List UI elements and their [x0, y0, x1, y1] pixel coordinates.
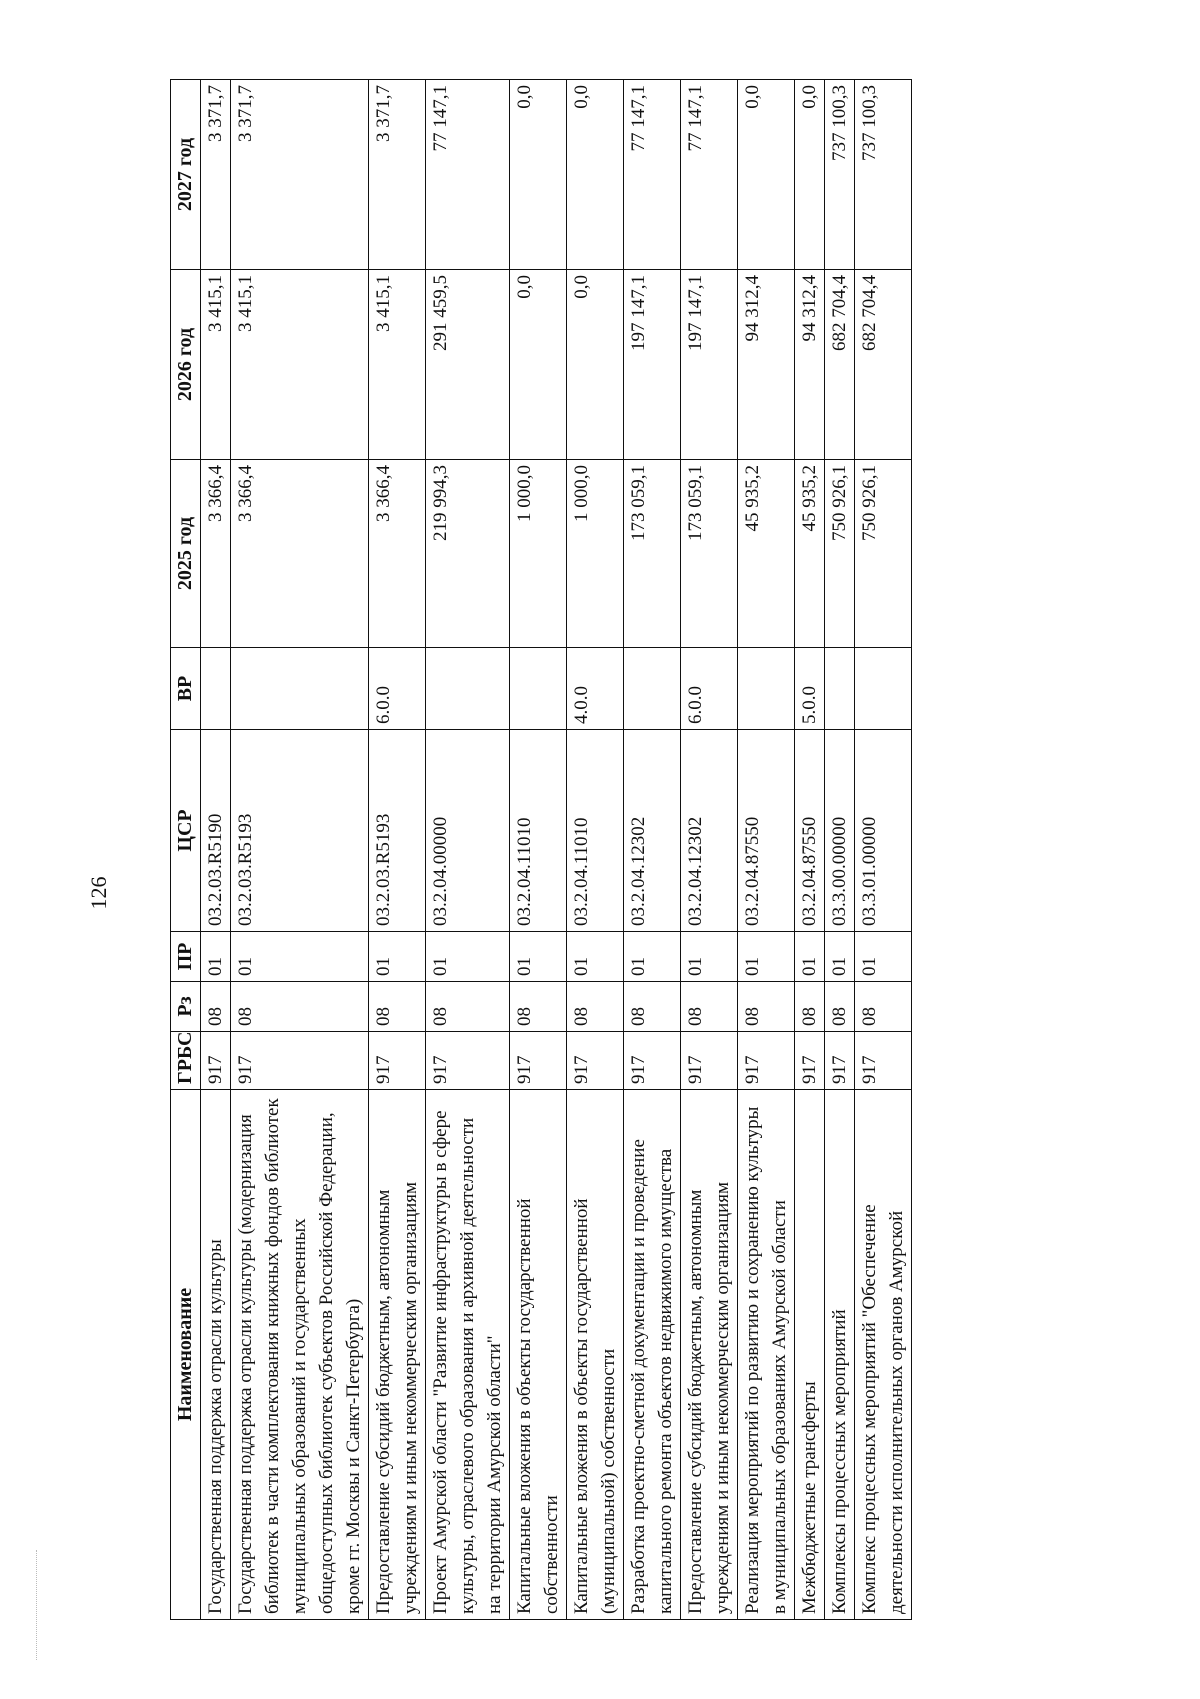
row-grbs: 917	[681, 1032, 738, 1090]
row-vr	[855, 648, 912, 730]
row-csr: 03.2.04.11010	[510, 730, 567, 932]
table-row	[738, 80, 795, 1620]
row-name: Разработка проектно-сметной документации и проведение капитального ремонта объектов недвижимого имущества	[624, 1090, 681, 1620]
row-2026: 0,0	[510, 270, 567, 460]
page-number: 126	[86, 876, 111, 910]
row-pr: 01	[201, 932, 231, 982]
table-row	[426, 80, 510, 1620]
row-csr: 03.2.04.11010	[567, 730, 624, 932]
row-2026: 197 147,1	[681, 270, 738, 460]
row-csr: 03.2.03.R5190	[201, 730, 231, 932]
scan-margin-marks	[36, 1550, 45, 1660]
row-2027: 737 100,3	[855, 80, 912, 270]
row-grbs: 917	[738, 1032, 795, 1090]
row-rz: 08	[426, 982, 510, 1032]
table-row	[201, 80, 231, 1620]
row-2026: 197 147,1	[624, 270, 681, 460]
row-grbs: 917	[825, 1032, 855, 1090]
row-grbs: 917	[624, 1032, 681, 1090]
header-2026: 2026 год	[171, 270, 201, 460]
row-grbs: 917	[201, 1032, 231, 1090]
row-2025: 750 926,1	[825, 460, 855, 648]
row-rz: 08	[825, 982, 855, 1032]
row-vr: 6.0.0	[369, 648, 426, 730]
row-2025: 45 935,2	[795, 460, 825, 648]
row-rz: 08	[855, 982, 912, 1032]
row-pr: 01	[825, 932, 855, 982]
table-row	[681, 80, 738, 1620]
row-2025: 750 926,1	[855, 460, 912, 648]
row-2025: 45 935,2	[738, 460, 795, 648]
row-pr: 01	[369, 932, 426, 982]
row-2025: 173 059,1	[624, 460, 681, 648]
row-grbs: 917	[426, 1032, 510, 1090]
row-vr: 6.0.0	[681, 648, 738, 730]
row-grbs: 917	[855, 1032, 912, 1090]
row-rz: 08	[510, 982, 567, 1032]
row-grbs: 917	[369, 1032, 426, 1090]
row-vr: 4.0.0	[567, 648, 624, 730]
row-2026: 682 704,4	[855, 270, 912, 460]
row-vr	[201, 648, 231, 730]
row-rz: 08	[567, 982, 624, 1032]
table-row	[624, 80, 681, 1620]
row-pr: 01	[231, 932, 369, 982]
row-pr: 01	[567, 932, 624, 982]
row-name: Межбюджетные трансферты	[795, 1090, 825, 1620]
table-row	[369, 80, 426, 1620]
header-2027: 2027 год	[171, 80, 201, 270]
row-2025: 1 000,0	[567, 460, 624, 648]
row-2026: 3 415,1	[201, 270, 231, 460]
row-2027: 0,0	[795, 80, 825, 270]
header-rz: Рз	[171, 982, 201, 1032]
row-2027: 77 147,1	[624, 80, 681, 270]
row-name: Государственная поддержка отрасли культуры	[201, 1090, 231, 1620]
row-pr: 01	[855, 932, 912, 982]
row-2026: 291 459,5	[426, 270, 510, 460]
row-grbs: 917	[510, 1032, 567, 1090]
row-vr	[510, 648, 567, 730]
row-csr: 03.2.04.87550	[795, 730, 825, 932]
header-name: Наименование	[171, 1090, 201, 1620]
row-2027: 77 147,1	[426, 80, 510, 270]
row-rz: 08	[738, 982, 795, 1032]
row-csr: 03.2.03.R5193	[231, 730, 369, 932]
row-pr: 01	[426, 932, 510, 982]
row-csr: 03.2.03.R5193	[369, 730, 426, 932]
row-grbs: 917	[231, 1032, 369, 1090]
row-2026: 3 415,1	[369, 270, 426, 460]
row-vr	[624, 648, 681, 730]
row-2025: 219 994,3	[426, 460, 510, 648]
row-pr: 01	[795, 932, 825, 982]
rotated-table-container	[170, 80, 1070, 1620]
table-row	[231, 80, 369, 1620]
header-2025: 2025 год	[171, 460, 201, 648]
row-vr	[231, 648, 369, 730]
row-csr: 03.3.01.00000	[855, 730, 912, 932]
row-rz: 08	[369, 982, 426, 1032]
row-name: Реализация мероприятий по развитию и сохранению культуры в муниципальных образованиях Амурской области	[738, 1090, 795, 1620]
row-vr: 5.0.0	[795, 648, 825, 730]
header-pr: ПР	[171, 932, 201, 982]
row-name: Комплексы процессных мероприятий	[825, 1090, 855, 1620]
header-grbs: ГРБС	[171, 1032, 201, 1090]
row-2027: 0,0	[567, 80, 624, 270]
table-row	[510, 80, 567, 1620]
row-2027: 3 371,7	[201, 80, 231, 270]
header-csr: ЦСР	[171, 730, 201, 932]
row-2027: 3 371,7	[369, 80, 426, 270]
row-name: Проект Амурской области "Развитие инфраструктуры в сфере культуры, отраслевого образования и архивной деятельности на территории Амурской области"	[426, 1090, 510, 1620]
row-2026: 94 312,4	[795, 270, 825, 460]
row-2025: 3 366,4	[231, 460, 369, 648]
row-vr	[825, 648, 855, 730]
row-2027: 0,0	[510, 80, 567, 270]
table-header-row	[171, 80, 201, 1620]
row-rz: 08	[624, 982, 681, 1032]
row-pr: 01	[681, 932, 738, 982]
row-2026: 682 704,4	[825, 270, 855, 460]
row-csr: 03.2.04.12302	[624, 730, 681, 932]
row-2026: 3 415,1	[231, 270, 369, 460]
row-name: Государственная поддержка отрасли культуры (модернизация библиотек в части комплектования книжных фондов библиотек муниципальных образований и государственных общедоступных библиотек субъектов Российской Федерации, кроме гг. Москвы и Санкт-Петербурга)	[231, 1090, 369, 1620]
row-pr: 01	[738, 932, 795, 982]
row-csr: 03.2.04.12302	[681, 730, 738, 932]
row-2025: 173 059,1	[681, 460, 738, 648]
row-csr: 03.3.00.00000	[825, 730, 855, 932]
row-pr: 01	[624, 932, 681, 982]
row-2025: 3 366,4	[369, 460, 426, 648]
row-2026: 94 312,4	[738, 270, 795, 460]
row-grbs: 917	[567, 1032, 624, 1090]
row-vr	[738, 648, 795, 730]
row-2027: 737 100,3	[825, 80, 855, 270]
table-row	[567, 80, 624, 1620]
row-pr: 01	[510, 932, 567, 982]
row-name: Предоставление субсидий бюджетным, автономным учреждениям и иным некоммерческим организациям	[681, 1090, 738, 1620]
row-2027: 0,0	[738, 80, 795, 270]
header-vr: ВР	[171, 648, 201, 730]
row-rz: 08	[231, 982, 369, 1032]
row-name: Предоставление субсидий бюджетным, автономным учреждениям и иным некоммерческим организациям	[369, 1090, 426, 1620]
row-2025: 1 000,0	[510, 460, 567, 648]
row-2025: 3 366,4	[201, 460, 231, 648]
row-name: Капитальные вложения в объекты государственной собственности	[510, 1090, 567, 1620]
row-rz: 08	[681, 982, 738, 1032]
row-name: Капитальные вложения в объекты государственной (муниципальной) собственности	[567, 1090, 624, 1620]
row-csr: 03.2.04.00000	[426, 730, 510, 932]
row-rz: 08	[795, 982, 825, 1032]
table-row	[825, 80, 855, 1620]
row-2026: 0,0	[567, 270, 624, 460]
row-grbs: 917	[795, 1032, 825, 1090]
row-vr	[426, 648, 510, 730]
row-csr: 03.2.04.87550	[738, 730, 795, 932]
table-row	[795, 80, 825, 1620]
table-row	[855, 80, 912, 1620]
row-2027: 77 147,1	[681, 80, 738, 270]
row-name: Комплекс процессных мероприятий "Обеспечение деятельности исполнительных органов Амурской	[855, 1090, 912, 1620]
row-rz: 08	[201, 982, 231, 1032]
row-2027: 3 371,7	[231, 80, 369, 270]
budget-table	[170, 79, 912, 1620]
